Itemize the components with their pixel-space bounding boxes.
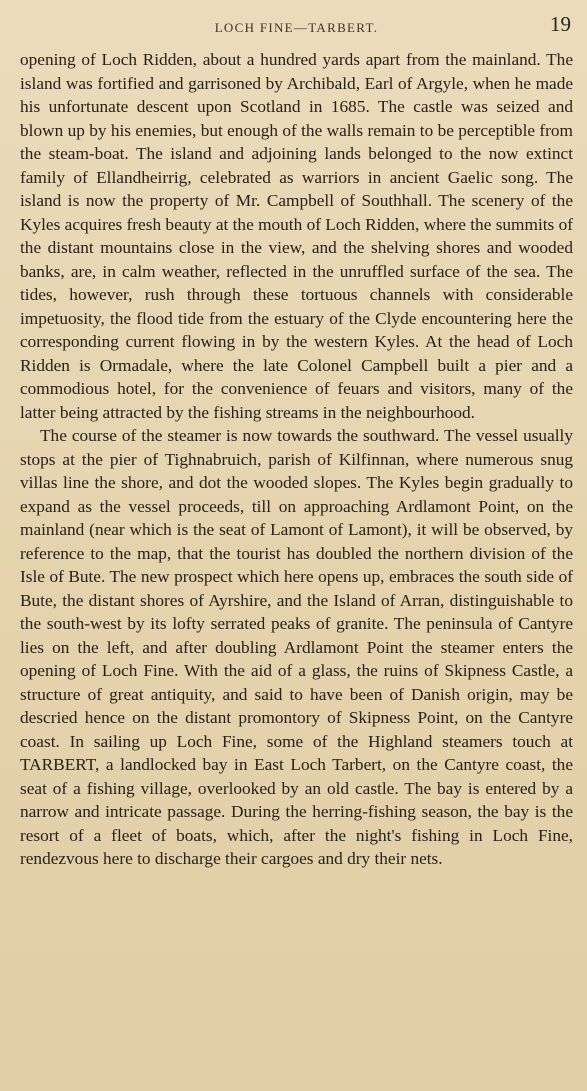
body-text [20,48,573,871]
running-title: LOCH FINE—TARBERT. [214,20,379,35]
paragraph-2: The course of the steamer is now towards the southward. The vessel usually stops at the pier of Tighnabruich, parish of Kilfinnan, where numerous snug villas line the shore, and dot the wooded slopes. The Kyles begin gradually to expand as the vessel proceeds, till on approaching Ardlamont Point, on the mainland (near which is the seat of Lamont of Lamont), it will be observed, by reference to the map, that the tourist has doubled the northern division of the Isle of Bute. The new prospect which here opens up, embraces the south side of Bute, the distant shores of Ayrshire, and the Island of Arran, distinguishable to the south-west by its lofty serrated peaks of granite. The peninsula of Cantyre lies on the left, and after doubling Ardlamont Point the steamer enters the opening of Loch Fine. With the aid of a glass, the ruins of Skipness Castle, a structure of great antiquity, and said to have been of Danish origin, may be descried hence on the distant promontory of Skipness Point, on the Cantyre coast. In sailing up Loch Fine, some of the Highland steamers touch at TARBERT, a landlocked bay in East Loch Tarbert, on the Cantyre coast, the seat of a fishing village, overlooked by an old castle. The bay is entered by a narrow and intricate passage. During the herring-fishing season, the bay is the resort of a fleet of boats, which, after the night's fishing in Loch Fine, rendezvous here to discharge their cargoes and dry their nets. [20,426,573,868]
paragraph-1: opening of Loch Ridden, about a hundred yards apart from the mainland. The island was fortified and garrisoned by Archibald, Earl of Argyle, when he made his unfortunate descent upon Scotland in 1685. The castle was seized and blown up by his enemies, but enough of the walls remain to be perceptible from the steam-boat. The island and adjoining lands belonged to the now extinct family of Ellandheirrig, celebrated as warriors in ancient Gaelic song. The island is now the property of Mr. Campbell of Southhall. The scenery of the Kyles acquires fresh beauty at the mouth of Loch Ridden, where the summits of the distant mountains close in the view, and the shelving shores and wooded banks, are, in calm weather, reflected in the unruffled surface of the sea. The tides, however, rush through these tortuous channels with considerable impetuosity, the flood tide from the estuary of the Clyde encountering here the corresponding current flowing in by the western Kyles. At the head of Loch Ridden is Ormadale, where the late Colonel Campbell built a pier and a commodious hotel, for the convenience of feuars and visitors, many of the latter being attracted by the fishing streams in the neighbourhood. [20,50,573,422]
page-number: 19 [550,12,571,36]
page-header [20,12,573,48]
